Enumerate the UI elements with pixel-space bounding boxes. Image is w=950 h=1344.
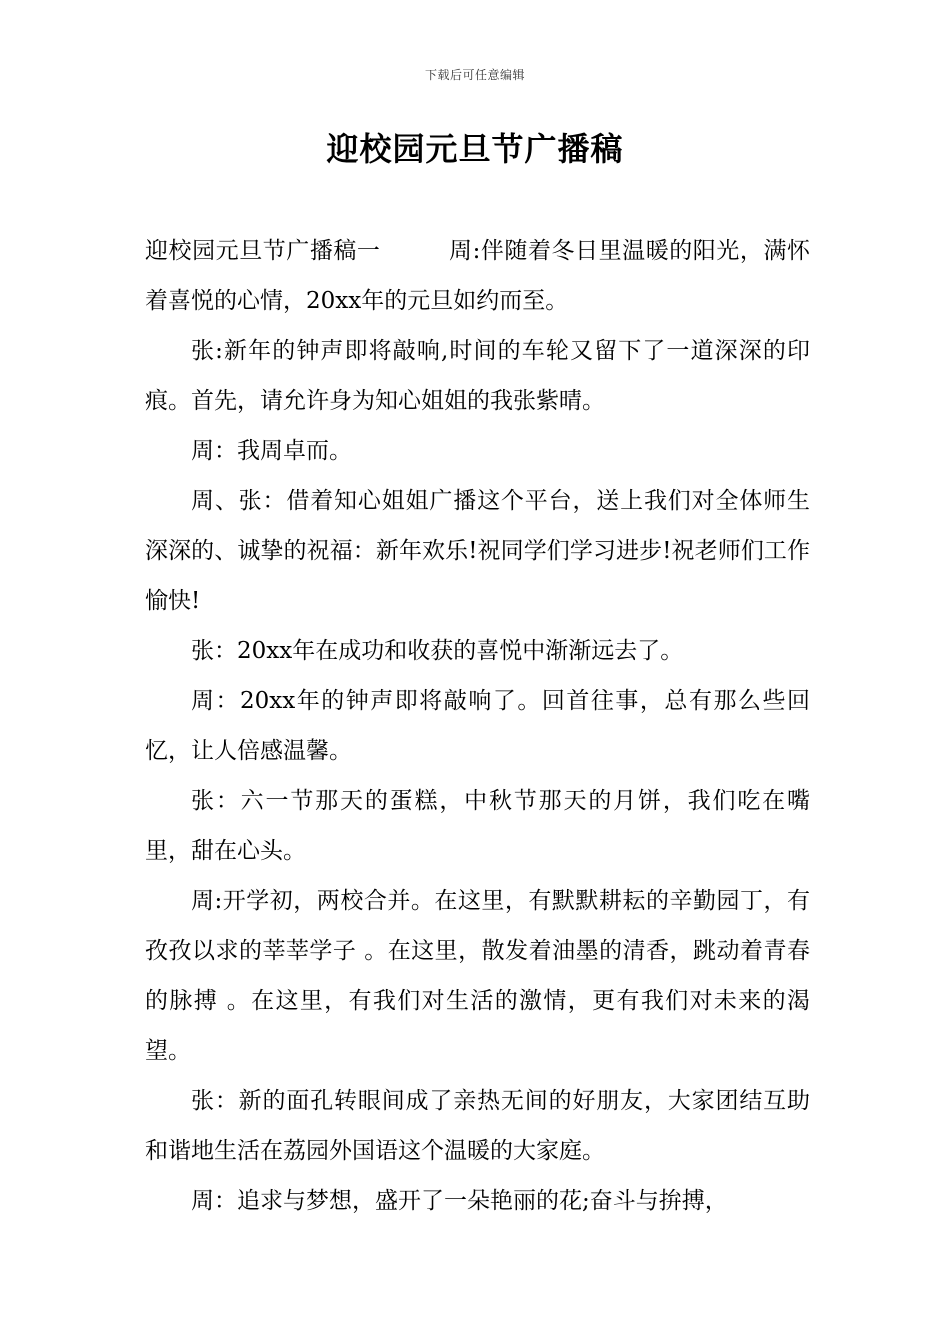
page-title: 迎校园元旦节广播稿 — [326, 130, 624, 168]
header-note: 下载后可任意编辑 — [424, 68, 525, 82]
paragraph: 周:开学初，两校合并。在这里，有默默耕耘的辛勤园丁，有孜孜以求的莘莘学子 。在这里，散发着油墨的清香，跳动着青春的脉搏 。在这里，有我们对生活的激情，更有我们对未来的渴望。 — [145, 888, 810, 1064]
paragraph: 周、张：借着知心姐姐广播这个平台，送上我们对全体师生深深的、诚挚的祝福：新年欢乐!祝同学们学习进步!祝老师们工作 愉快! — [145, 488, 810, 614]
paragraph: 张：六一节那天的蛋糕，中秋节那天的月饼，我们吃在嘴里，甜在心头。 — [145, 788, 810, 864]
paragraph: 周：20xx年的钟声即将敲响了。回首往事，总有那么些回忆，让人倍感温馨。 — [145, 688, 810, 764]
document-body — [145, 226, 810, 1226]
paragraph — [145, 226, 810, 326]
paragraph: 张：新的面孔转眼间成了亲热无间的好朋友，大家团结互助和谐地生活在荔园外国语这个温暖的大家庭。 — [145, 1088, 810, 1164]
paragraph: 张：20xx年在成功和收获的喜悦中渐渐远去了。 — [191, 638, 684, 664]
paragraph: 周：追求与梦想，盛开了一朵艳丽的花;奋斗与拚搏， — [191, 1188, 728, 1214]
paragraph-lead: 迎校园元旦节广播稿一 — [145, 238, 381, 264]
paragraph-text: 周:伴随着冬日里温暖的阳光，满怀着喜悦的心情，20xx年的元旦如约而至。 — [145, 238, 811, 314]
paragraph: 张:新年的钟声即将敲响,时间的车轮又留下了一道深深的印痕。首先，请允许身为知心姐姐的我张紫晴。 — [145, 338, 810, 414]
paragraph: 周：我周卓而。 — [191, 438, 352, 464]
